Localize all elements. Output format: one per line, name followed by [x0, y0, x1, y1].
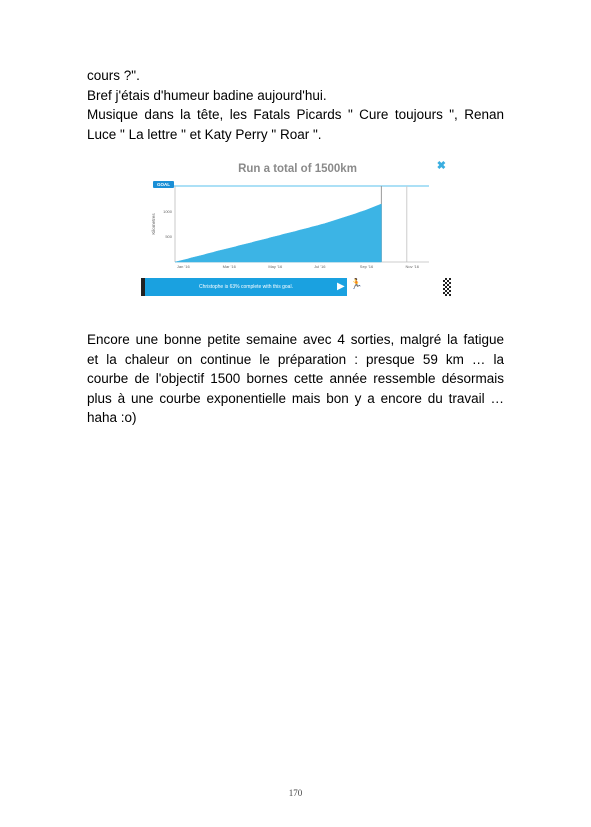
- paragraph-summary: [87, 330, 504, 428]
- widget-title: Run a total of 1500km: [238, 163, 357, 175]
- text-line: Encore une bonne petite semaine avec 4 sorties, malgré la fatigue: [87, 332, 504, 347]
- x-tick-label: Jul '16: [314, 264, 326, 269]
- text-line: courbe de l'objectif 1500 bornes cette année ressemble désormais: [87, 371, 504, 386]
- progress-banner[interactable]: [145, 278, 347, 296]
- x-tick-label: Nov '16: [405, 264, 419, 269]
- y-tick-label: 500: [165, 234, 172, 240]
- x-tick-label: Mar '16: [222, 264, 236, 269]
- x-tick-label: May '16: [268, 264, 283, 269]
- strava-goal-widget: [141, 154, 454, 298]
- text-line: cours ?".: [87, 68, 140, 83]
- close-icon[interactable]: ✖: [436, 160, 446, 172]
- x-tick-label: Sep '16: [359, 264, 374, 269]
- y-tick-label: 1000: [163, 208, 172, 214]
- goal-progress-chart: [141, 176, 454, 276]
- text-line: et la chaleur on continue le préparation : presque 59 km … la: [87, 351, 504, 367]
- distance-area: [175, 204, 381, 262]
- progress-text: Christophe is 63% complete with this goal.: [199, 284, 293, 290]
- paragraph-intro: [87, 66, 504, 144]
- finish-flag-icon: [443, 278, 451, 296]
- text-line: Bref j'étais d'humeur badine aujourd'hui.: [87, 87, 327, 103]
- text-line: plus à une courbe exponentielle mais bon y a encore du travail …: [87, 390, 504, 406]
- play-icon[interactable]: ▶: [337, 281, 345, 292]
- runner-icon: 🏃: [350, 279, 363, 290]
- page-number: 170: [288, 788, 303, 798]
- text-line: Luce " La lettre " et Katy Perry " Roar ".: [87, 126, 322, 142]
- text-line: Musique dans la tête, les Fatals Picards " Cure toujours ", Renan: [87, 107, 504, 122]
- y-axis-label: Kilometres: [151, 213, 156, 235]
- text-line: haha :o): [87, 410, 137, 425]
- x-tick-label: Jan '16: [176, 264, 190, 269]
- goal-badge: GOAL: [153, 181, 174, 188]
